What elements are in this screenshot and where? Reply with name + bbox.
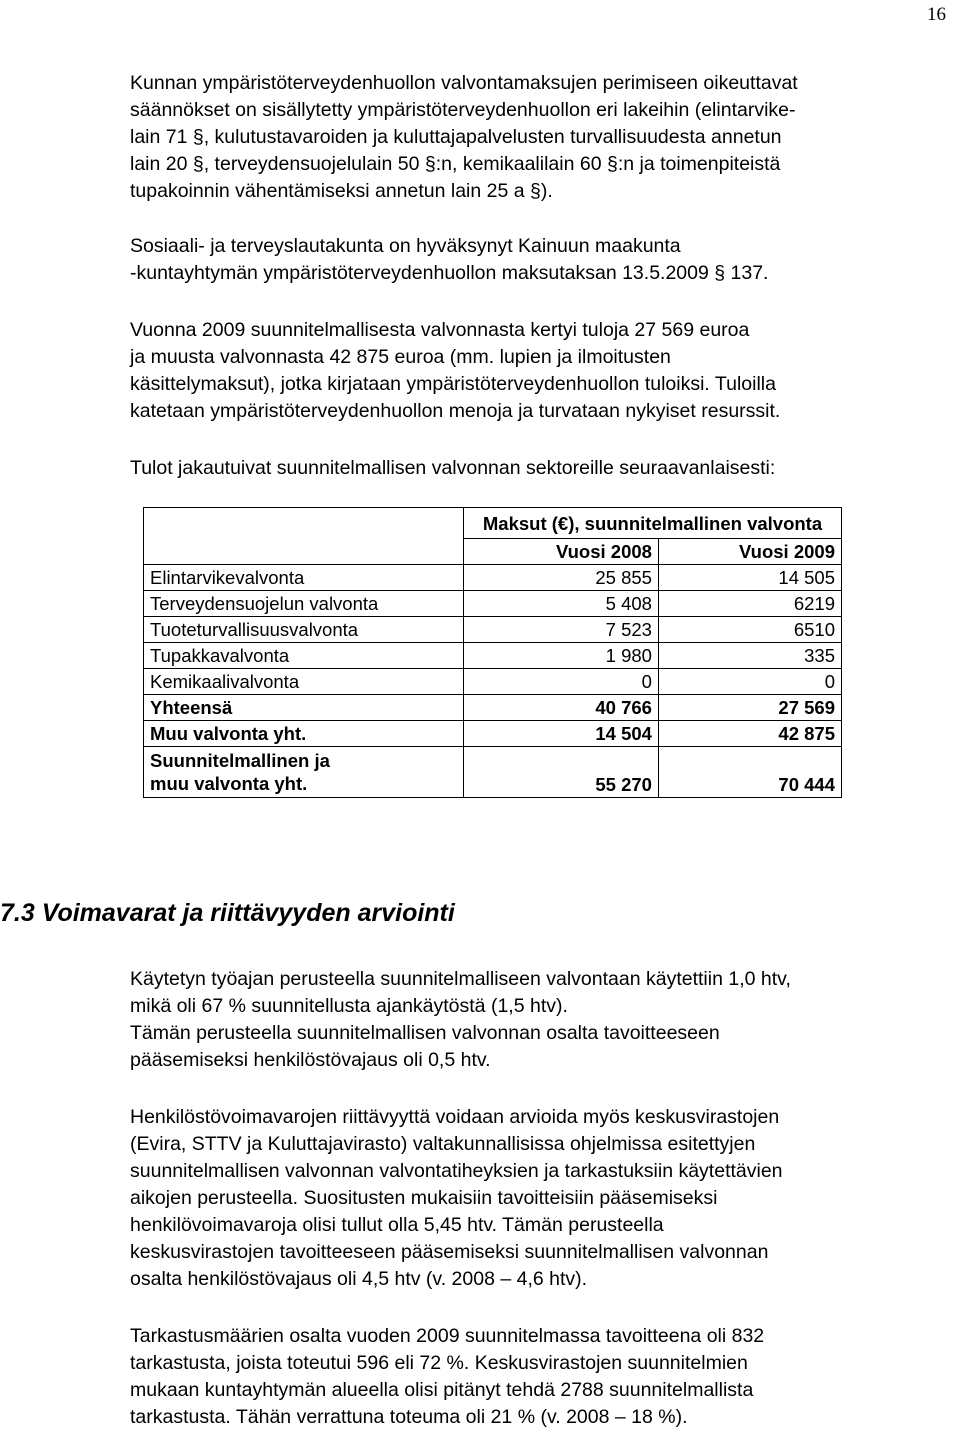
text-line: mikä oli 67 % suunnitellusta ajankäytöstä (1,5 htv). <box>130 995 568 1017</box>
text-line: osalta henkilöstövajaus oli 4,5 htv (v. 2008 – 4,6 htv). <box>130 1268 588 1290</box>
value-2009: 6219 <box>658 591 841 617</box>
value-2009: 42 875 <box>658 721 841 747</box>
text-line: lain 20 §, terveydensuojelulain 50 §:n, kemikaalilain 60 §:n ja toimenpiteistä <box>130 153 781 175</box>
text-line: -kuntayhtymän ympäristöterveydenhuollon maksutaksan 13.5.2009 § 137. <box>130 262 769 284</box>
table-row <box>144 643 842 669</box>
text-line: tarkastusta. Tähän verrattuna toteuma oli 21 % (v. 2008 – 18 %). <box>130 1406 688 1428</box>
row-label: Muu valvonta yht. <box>144 721 464 747</box>
row-label: Kemikaalivalvonta <box>144 669 464 695</box>
paragraph-staff-resources <box>130 1104 930 1293</box>
text-line: mukaan kuntayhtymän alueella olisi pitänyt tehdä 2788 suunnitelmallista <box>130 1379 754 1401</box>
paragraph-working-time <box>130 966 930 1074</box>
table-corner-cell <box>144 539 464 565</box>
text-line: henkilövoimavaroja olisi tullut olla 5,45 htv. Tämän perusteella <box>130 1214 664 1236</box>
value-2009: 14 505 <box>658 565 841 591</box>
table-row <box>144 591 842 617</box>
table-row <box>144 617 842 643</box>
text-line: Käytetyn työajan perusteella suunnitelmalliseen valvontaan käytettiin 1,0 htv, <box>130 968 791 990</box>
column-header-2008: Vuosi 2008 <box>464 539 659 565</box>
row-label-line: Suunnitelmallinen ja <box>150 750 330 771</box>
text-line: käsittelymaksut), jotka kirjataan ympäristöterveydenhuollon tuloiksi. Tuloilla <box>130 373 776 395</box>
table-header-row <box>144 508 842 539</box>
column-header-2009: Vuosi 2009 <box>658 539 841 565</box>
row-label <box>144 747 464 798</box>
value-2009: 0 <box>658 669 841 695</box>
row-label: Tupakkavalvonta <box>144 643 464 669</box>
text-line: Tarkastusmäärien osalta vuoden 2009 suunnitelmassa tavoitteena oli 832 <box>130 1325 765 1347</box>
value-2008: 5 408 <box>464 591 659 617</box>
table-row-total <box>144 695 842 721</box>
text-line: Vuonna 2009 suunnitelmallisesta valvonnasta kertyi tuloja 27 569 euroa <box>130 319 750 341</box>
value-2009: 27 569 <box>658 695 841 721</box>
paragraph-fee-tariff <box>130 233 930 287</box>
text-line: katetaan ympäristöterveydenhuollon menoja ja turvataan nykyiset resurssit. <box>130 400 781 422</box>
value-2008: 7 523 <box>464 617 659 643</box>
value-2008: 40 766 <box>464 695 659 721</box>
value-2008: 0 <box>464 669 659 695</box>
text-line: (Evira, STTV ja Kuluttajavirasto) valtakunnallisissa ohjelmissa esitettyjen <box>130 1133 756 1155</box>
table-header-fees: Maksut (€), suunnitelmallinen valvonta <box>464 508 842 539</box>
text-line: Tulot jakautuivat suunnitelmallisen valvonnan sektoreille seuraavanlaisesti: <box>130 457 776 479</box>
value-2008: 14 504 <box>464 721 659 747</box>
table-row <box>144 565 842 591</box>
row-label: Terveydensuojelun valvonta <box>144 591 464 617</box>
text-line: suunnitelmallisen valvonnan valvontatiheyksien ja tarkastuksiin käytettävien <box>130 1160 783 1182</box>
value-2008: 55 270 <box>464 747 659 798</box>
text-line: Henkilöstövoimavarojen riittävyyttä voidaan arvioida myös keskusvirastojen <box>130 1106 780 1128</box>
text-line: Kunnan ympäristöterveydenhuollon valvontamaksujen perimiseen oikeuttavat <box>130 72 798 94</box>
table-row-other <box>144 721 842 747</box>
text-line: tupakoinnin vähentämiseksi annetun lain 25 a §). <box>130 180 553 202</box>
page-number: 16 <box>927 4 946 25</box>
table-row-grand-total <box>144 747 842 798</box>
row-label: Tuoteturvallisuusvalvonta <box>144 617 464 643</box>
text-line: Sosiaali- ja terveyslautakunta on hyväksynyt Kainuun maakunta <box>130 235 681 257</box>
value-2009: 70 444 <box>658 747 841 798</box>
row-label-line: muu valvonta yht. <box>150 773 308 794</box>
text-line: pääsemiseksi henkilöstövajaus oli 0,5 htv. <box>130 1049 491 1071</box>
value-2009: 335 <box>658 643 841 669</box>
section-heading: 7.3 Voimavarat ja riittävyyden arviointi <box>0 899 455 927</box>
text-line: keskusvirastojen tavoitteeseen pääsemiseksi suunnitelmallisen valvonnan <box>130 1241 769 1263</box>
row-label: Elintarvikevalvonta <box>144 565 464 591</box>
value-2008: 25 855 <box>464 565 659 591</box>
text-line: ja muusta valvonnasta 42 875 euroa (mm. lupien ja ilmoitusten <box>130 346 671 368</box>
table-corner-cell <box>144 508 464 539</box>
paragraph-fee-legislation <box>130 70 930 205</box>
value-2009: 6510 <box>658 617 841 643</box>
text-line: aikojen perusteella. Suositusten mukaisiin tavoitteisiin pääsemiseksi <box>130 1187 718 1209</box>
fees-table <box>143 507 842 798</box>
paragraph-inspections <box>130 1323 930 1431</box>
text-line: lain 71 §, kulutustavaroiden ja kuluttajapalvelusten turvallisuudesta annetun <box>130 126 782 148</box>
text-line: säännökset on sisällytetty ympäristöterveydenhuollon eri lakeihin (elintarvike- <box>130 99 796 121</box>
paragraph-revenue-2009 <box>130 317 930 425</box>
row-label: Yhteensä <box>144 695 464 721</box>
table-subheader-row <box>144 539 842 565</box>
table-row <box>144 669 842 695</box>
text-line: tarkastusta, joista toteutui 596 eli 72 %. Keskusvirastojen suunnitelmien <box>130 1352 748 1374</box>
paragraph-table-intro <box>130 455 930 482</box>
text-line: Tämän perusteella suunnitelmallisen valvonnan osalta tavoitteeseen <box>130 1022 720 1044</box>
value-2008: 1 980 <box>464 643 659 669</box>
